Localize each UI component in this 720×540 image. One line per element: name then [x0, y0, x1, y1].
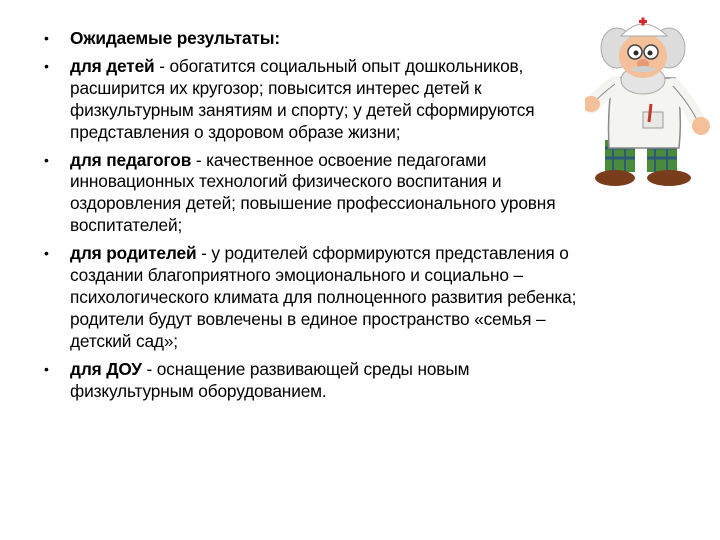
- results-list: [44, 28, 584, 409]
- item-text: - качественное освоение педагогами инновационных технологий физического воспитания и оздоровления детей; повышение профессионального уровня воспитателей;: [70, 149, 556, 236]
- bullet-icon: •: [44, 360, 49, 377]
- item-lead: для ДОУ: [70, 358, 142, 379]
- list-item-dou: [44, 359, 584, 403]
- cartoon-doctor-icon: [585, 8, 715, 193]
- heading: Ожидаемые результаты:: [70, 28, 280, 48]
- list-item-heading: [44, 28, 584, 50]
- bullet-icon: •: [44, 151, 49, 168]
- bullet-icon: •: [44, 57, 49, 74]
- item-text: - оснащение развивающей среды новым физкультурным оборудованием.: [70, 358, 470, 401]
- list-item-parents: [44, 243, 584, 353]
- item-lead: для родителей: [70, 243, 197, 264]
- bullet-icon: •: [44, 30, 49, 46]
- bullet-icon: •: [44, 245, 49, 262]
- list-item-teachers: [44, 150, 584, 238]
- item-lead: для детей: [70, 55, 155, 76]
- item-text: - у родителей сформируются представления о создании благоприятного эмоционального и социально – психологического климата для полноценного развития ребенка; родители будут вовлечены в единое пространство «семья – детский сад»;: [70, 243, 577, 351]
- item-text: - обогатится социальный опыт дошкольников, расширится их кругозор; повысится интерес детей к физкультурным занятиям и спорту; у детей сформируются представления о здоровом образе жизни;: [70, 55, 535, 142]
- item-lead: для педагогов: [70, 149, 192, 170]
- list-item-children: [44, 56, 584, 144]
